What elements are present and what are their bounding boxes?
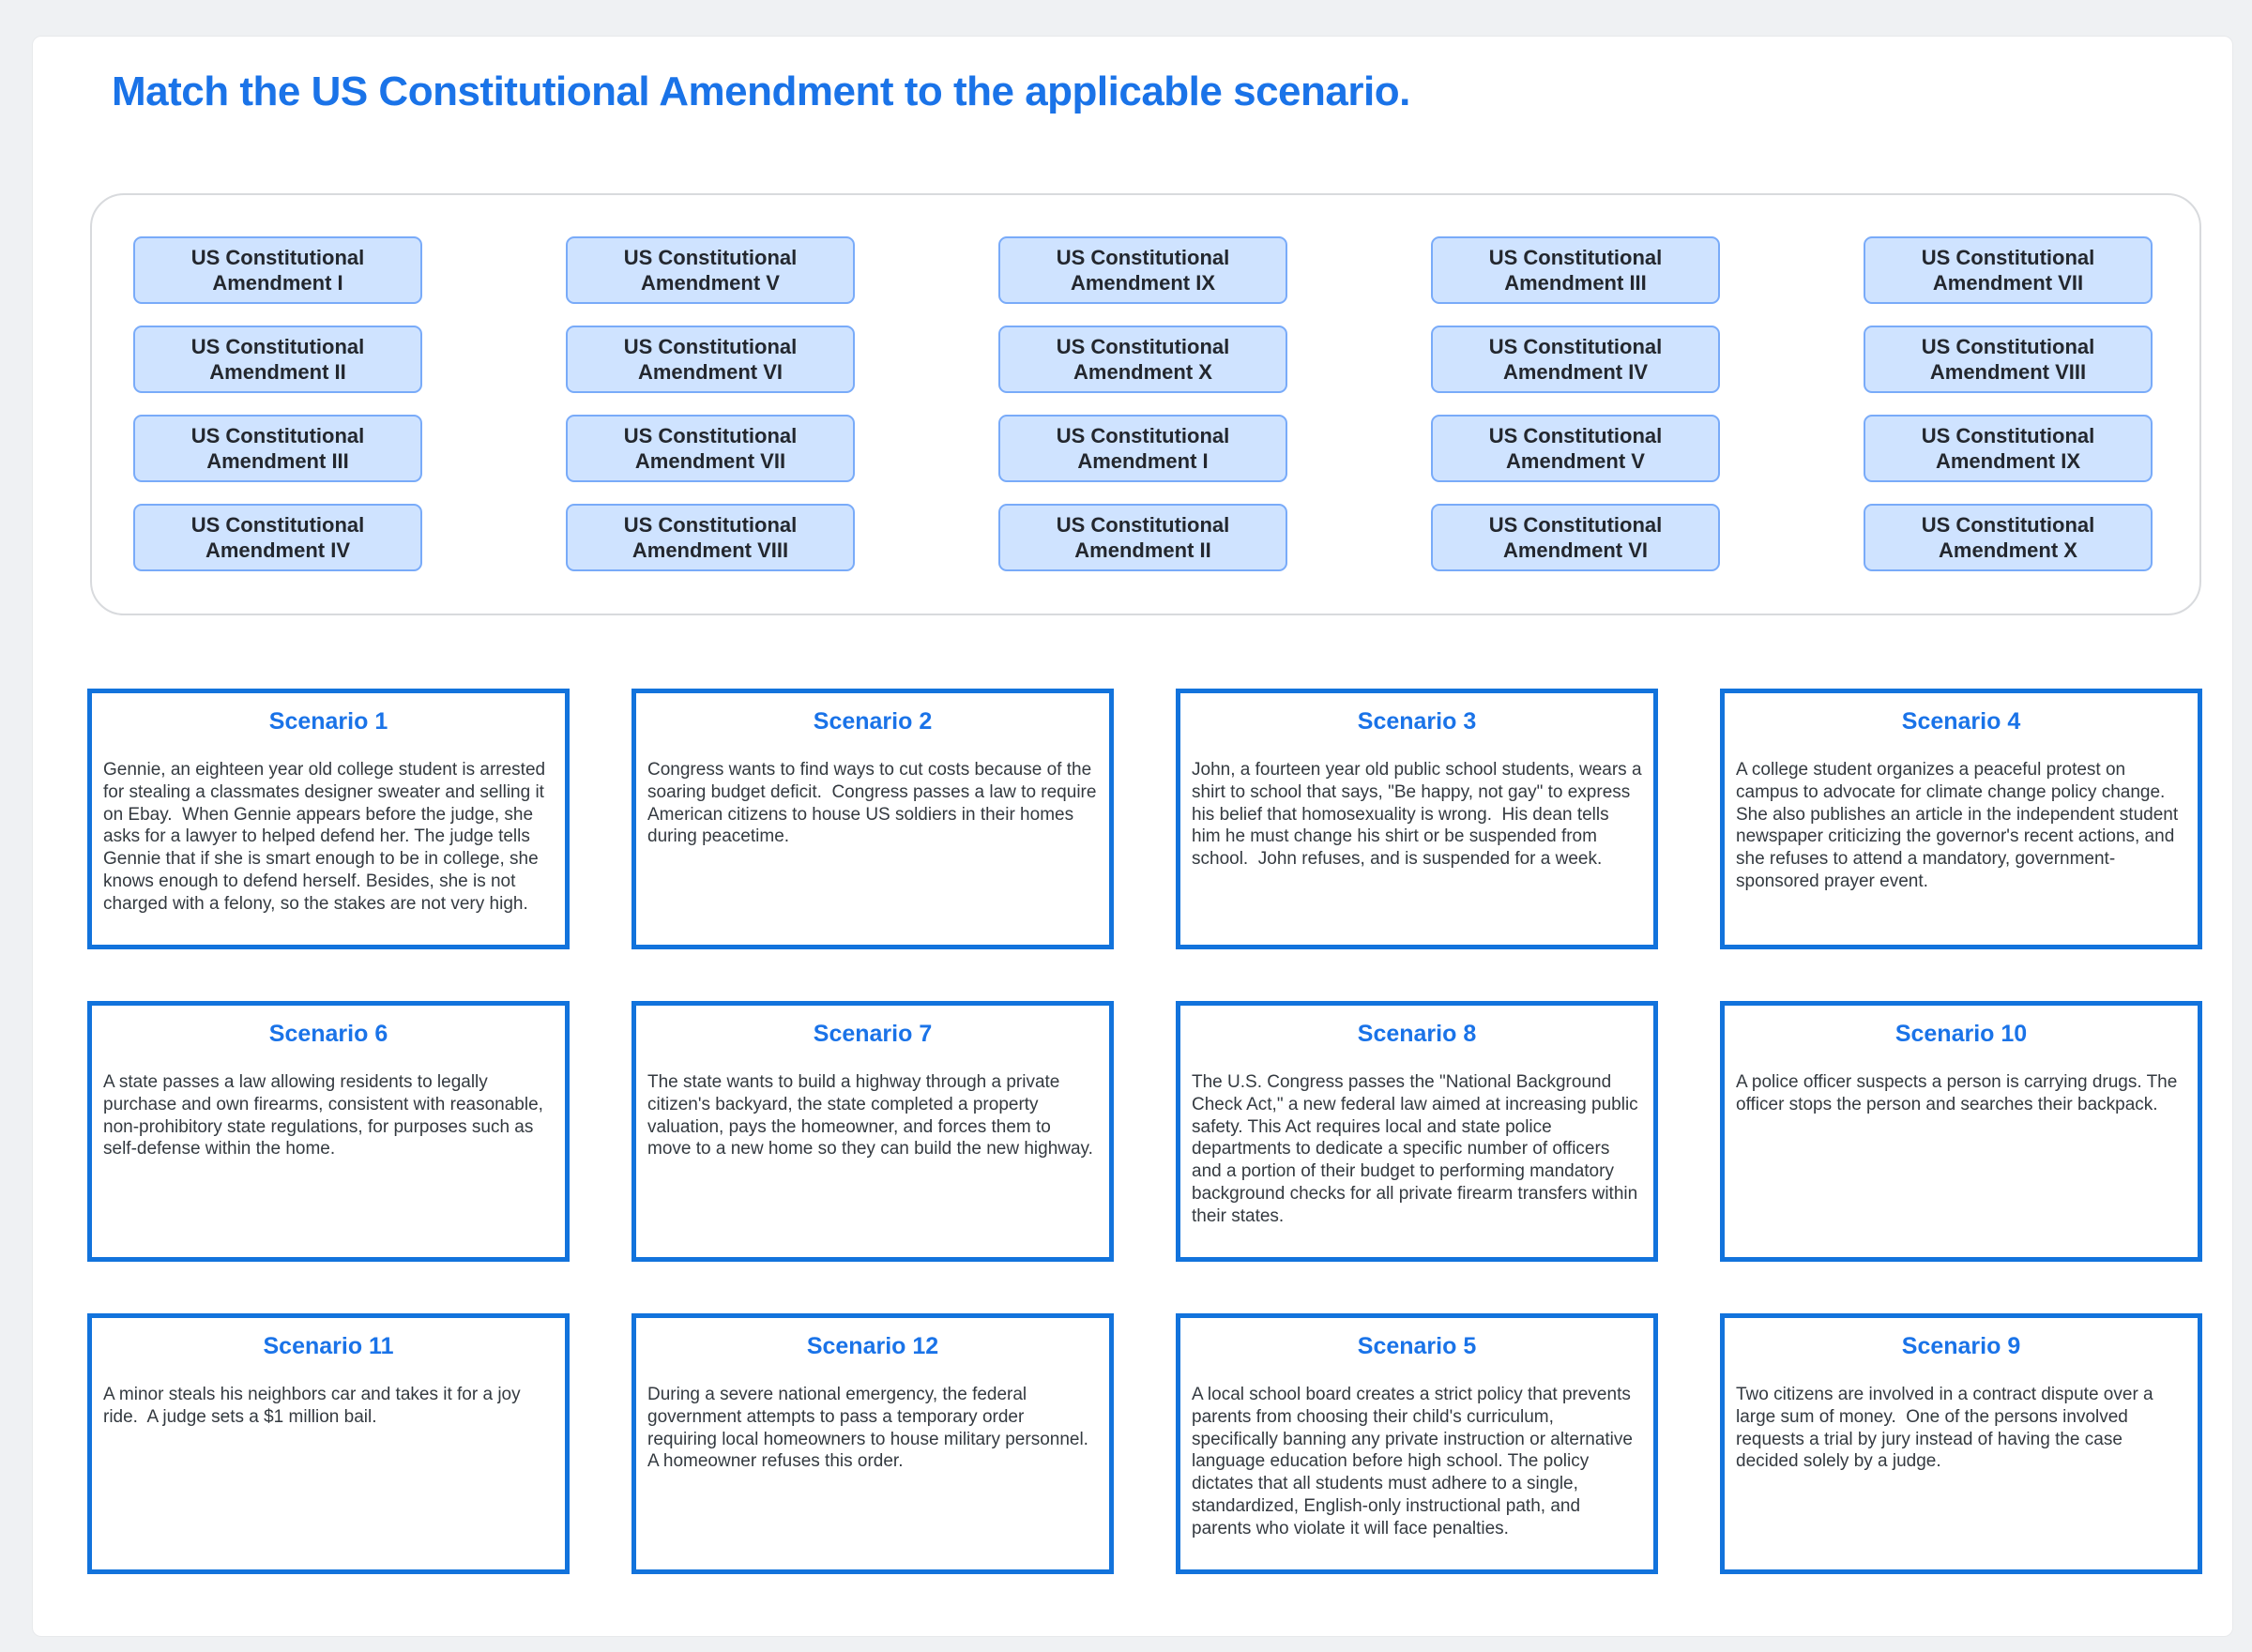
amendment-chip[interactable]: US Constitutional Amendment VII (1864, 236, 2153, 304)
amendment-chip[interactable]: US Constitutional Amendment IV (1431, 326, 1720, 393)
amendment-chip[interactable]: US Constitutional Amendment X (998, 326, 1287, 393)
scenario-title: Scenario 10 (1894, 1021, 2028, 1047)
scenario-text: During a severe national emergency, the federal government attempts to pass a temporary order requiring local homeowners to house military personnel. A homeowner refuses this order. (647, 1385, 1093, 1472)
amendment-chip[interactable]: US Constitutional Amendment II (133, 326, 422, 393)
scenario-title: Scenario 7 (813, 1021, 933, 1047)
amendment-chip[interactable]: US Constitutional Amendment X (1864, 504, 2153, 571)
amendment-chip[interactable]: US Constitutional Amendment IV (133, 504, 422, 571)
scenario-text: A minor steals his neighbors car and takes it for a joy ride. A judge sets a $1 million bail. (103, 1385, 525, 1427)
amendment-chip[interactable]: US Constitutional Amendment IX (1864, 415, 2153, 482)
scenario-title: Scenario 3 (1357, 708, 1477, 735)
scenario-grid (87, 689, 2202, 1574)
scenario-title: Scenario 5 (1357, 1333, 1477, 1359)
amendment-chip[interactable]: US Constitutional Amendment I (133, 236, 422, 304)
scenario-title: Scenario 12 (806, 1333, 939, 1359)
amendment-chip[interactable]: US Constitutional Amendment VII (566, 415, 855, 482)
scenario-card[interactable] (1176, 689, 1658, 949)
scenario-title: Scenario 8 (1357, 1021, 1477, 1047)
scenario-text: A state passes a law allowing residents to legally purchase and own firearms, consistent with reasonable, non-prohibitory state regulations, for purposes such as self-defense within the home. (103, 1072, 549, 1159)
amendment-chip[interactable]: US Constitutional Amendment V (566, 236, 855, 304)
scenario-text: Congress wants to find ways to cut costs because of the soaring budget deficit. Congress passes a law to require American citizens to house US soldiers in their homes during peacetime. (647, 760, 1101, 847)
amendment-chip[interactable]: US Constitutional Amendment II (998, 504, 1287, 571)
scenario-card[interactable] (1176, 1313, 1658, 1574)
scenario-card[interactable] (1720, 689, 2202, 949)
amendment-chip[interactable]: US Constitutional Amendment I (998, 415, 1287, 482)
amendment-chip[interactable]: US Constitutional Amendment III (133, 415, 422, 482)
scenario-title: Scenario 2 (813, 708, 933, 735)
amendment-chip[interactable]: US Constitutional Amendment IX (998, 236, 1287, 304)
scenario-text: The U.S. Congress passes the "National Background Check Act," a new federal law aimed at increasing public safety. This Act requires local and state police departments to dedicate a specific number of officers and a portion of their budget to performing mandatory background checks for all private firearm transfers within their states. (1192, 1072, 1643, 1226)
worksheet-page (32, 36, 2233, 1637)
scenario-text: A college student organizes a peaceful protest on campus to advocate for climate change policy change. She also publishes an article in the independent student newspaper criticizing the governor's recent actions, and she refuses to attend a mandatory, government-sponsored prayer event. (1736, 760, 2184, 891)
scenario-title: Scenario 1 (268, 708, 388, 735)
scenario-card[interactable] (631, 689, 1114, 949)
amendment-bank (90, 193, 2201, 615)
scenario-title: Scenario 9 (1901, 1333, 2021, 1359)
scenario-text: A local school board creates a strict policy that prevents parents from choosing their child's curriculum, specifically banning any private instruction or alternative language education before high school. The policy dictates that all students must adhere to a single, standardized, English-only instructional path, and parents who violate it will face penalties. (1192, 1385, 1638, 1538)
scenario-card[interactable] (1720, 1001, 2202, 1262)
scenario-card[interactable] (1176, 1001, 1658, 1262)
scenario-text: A police officer suspects a person is carrying drugs. The officer stops the person and searches their backpack. (1736, 1072, 2183, 1114)
scenario-text: The state wants to build a highway through a private citizen's backyard, the state completed a property valuation, pays the homeowner, and forces them to move to a new home so they can build the new highway. (647, 1072, 1093, 1159)
amendment-chip[interactable]: US Constitutional Amendment VI (566, 326, 855, 393)
scenario-text: John, a fourteen year old public school students, wears a shirt to school that says, "Be happy, not gay" to express his belief that homosexuality is wrong. His dean tells him he must change his shirt or be suspended from school. John refuses, and is suspended for a week. (1192, 760, 1647, 869)
amendment-chip[interactable]: US Constitutional Amendment VIII (566, 504, 855, 571)
scenario-title: Scenario 6 (268, 1021, 388, 1047)
scenario-card[interactable] (87, 1313, 570, 1574)
amendment-chip[interactable]: US Constitutional Amendment III (1431, 236, 1720, 304)
scenario-card[interactable] (631, 1001, 1114, 1262)
scenario-card[interactable] (1720, 1313, 2202, 1574)
scenario-card[interactable] (631, 1313, 1114, 1574)
amendment-chip[interactable]: US Constitutional Amendment VIII (1864, 326, 2153, 393)
scenario-title: Scenario 4 (1901, 708, 2021, 735)
scenario-text: Two citizens are involved in a contract dispute over a large sum of money. One of the persons involved requests a trial by jury instead of having the case decided solely by a judge. (1736, 1385, 2158, 1472)
scenario-card[interactable] (87, 1001, 570, 1262)
page-title: Match the US Constitutional Amendment to the applicable scenario. (112, 68, 1410, 114)
scenario-text: Gennie, an eighteen year old college student is arrested for stealing a classmates designer sweater and selling it on Ebay. When Gennie appears before the judge, she asks for a lawyer to helped defend her. The judge tells Gennie that if she is smart enough to be in college, she knows enough to defend herself. Besides, she is not charged with a felony, so the stakes are not very high. (103, 760, 551, 914)
scenario-card[interactable] (87, 689, 570, 949)
scenario-title: Scenario 11 (263, 1333, 394, 1359)
amendment-chip[interactable]: US Constitutional Amendment VI (1431, 504, 1720, 571)
amendment-chip[interactable]: US Constitutional Amendment V (1431, 415, 1720, 482)
